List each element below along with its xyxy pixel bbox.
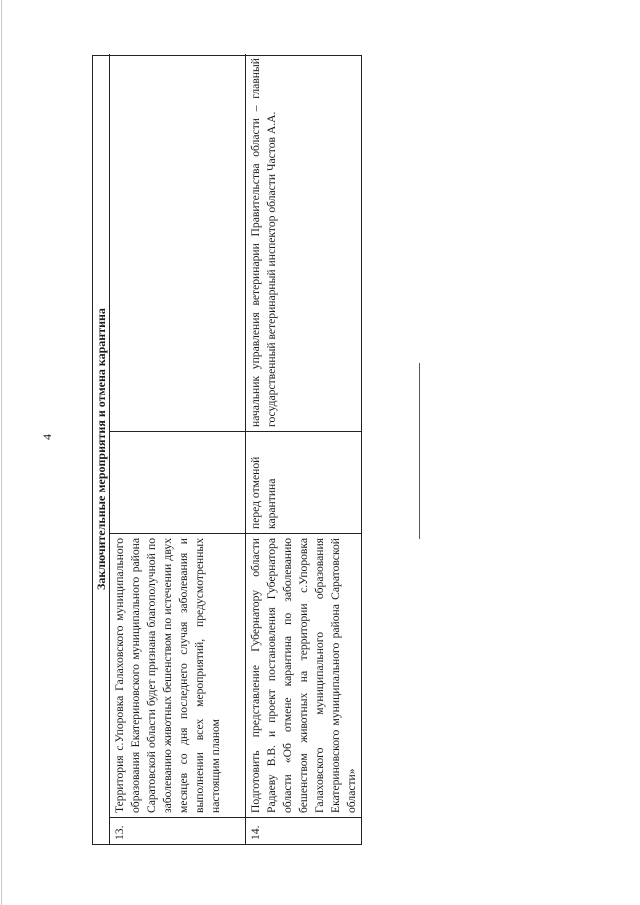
page-number: 4 (40, 434, 54, 440)
term-cell: перед отменой карантина (246, 431, 361, 533)
action-cell: Подготовить представление Губернатору области Радаеву В.В. и проект постановления Губернатора области «Об отмене карантина по заболеванию бешенством животных на территории с.Упоровка Галаховского муниципального образования Екатериновского муниципального района Саратовской области» (246, 533, 361, 817)
table-row (246, 54, 361, 844)
responsible-cell (110, 54, 245, 431)
term-cell (110, 431, 245, 533)
table-row (110, 54, 246, 844)
row-number: 13. (110, 817, 245, 844)
row-number: 14. (246, 817, 361, 844)
action-cell: Территория с.Упоровка Галаховского муниципального образования Екатериновского муниципального района Саратовской области будет признана благополучной по заболеванию животных бешенством по истечении двух месяцев со дня последнего случая заболевания и выполнении всех мероприятий, предусмотренных настоящим планом (110, 533, 245, 817)
section-title: Заключительные мероприятия и отмена карантина (93, 54, 110, 844)
responsible-cell: начальник управления ветеринарии Правительства области – главный государственный ветеринарный инспектор области Частов А.А. (249, 58, 278, 427)
plan-table (92, 55, 362, 845)
separator-line (419, 363, 420, 539)
page-edge (1, 0, 2, 905)
